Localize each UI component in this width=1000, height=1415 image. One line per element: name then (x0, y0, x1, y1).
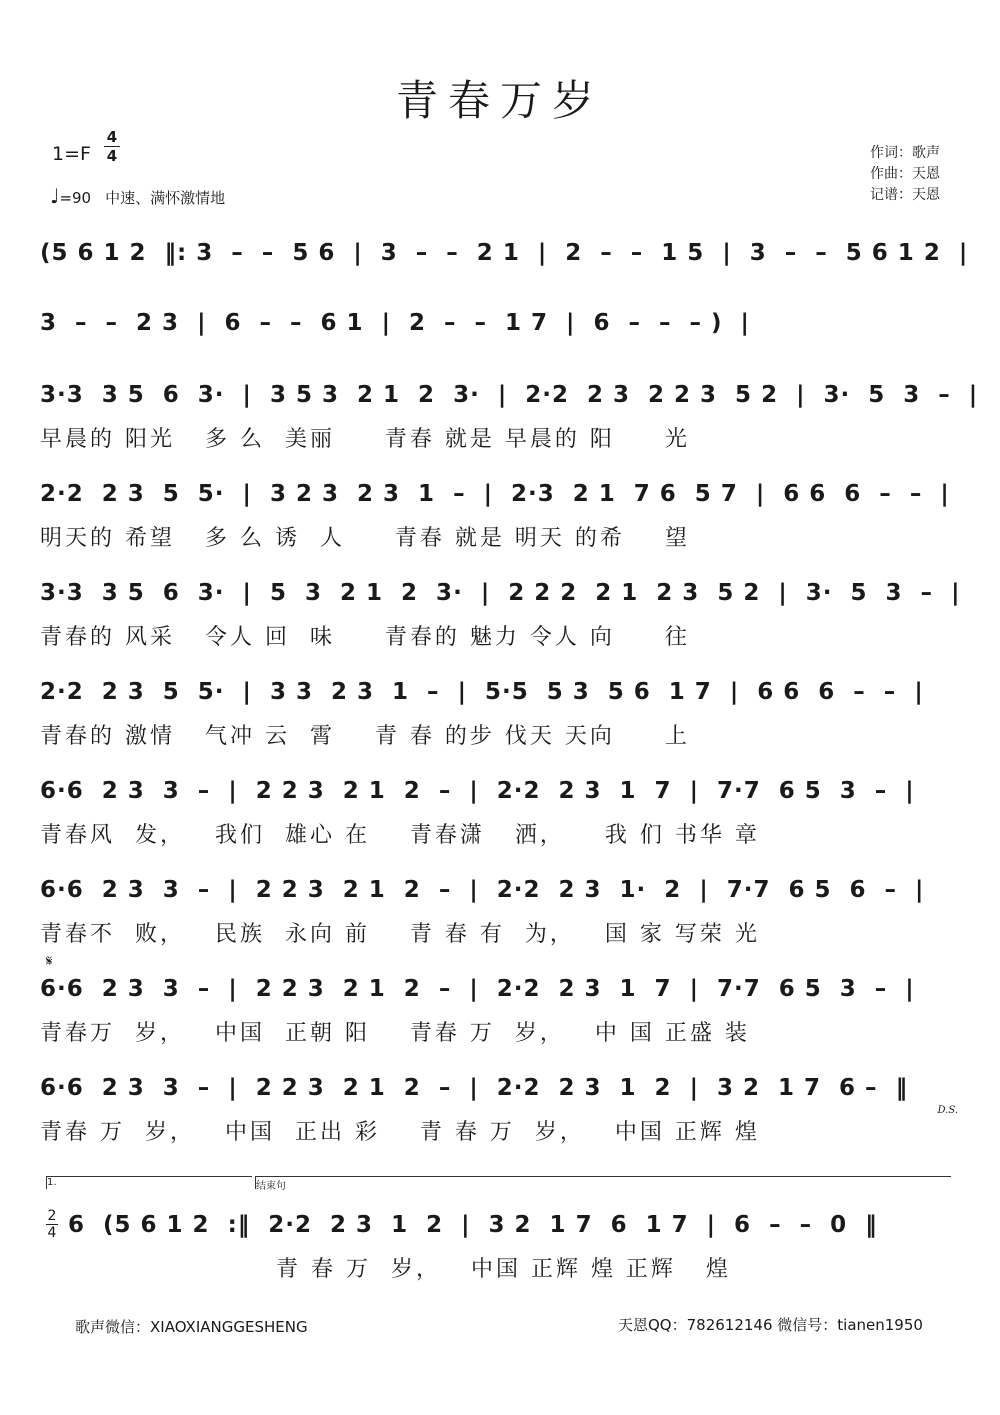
credits (870, 143, 940, 206)
notation-line: 2·2 2 3 5 5· | 3 3 2 3 1 – | 5·5 5 3 5 6 1 7 | 6 6 6 – – | (40, 679, 924, 705)
notation-line: 6 (5 6 1 2 :‖ 2·2 2 3 1 2 | 3 2 1 7 6 1 7 | 6 – – 0 ‖ (68, 1212, 878, 1238)
song-title: 青春万岁 (395, 76, 604, 125)
tempo-marking (50, 184, 225, 208)
tempo-value: =90 (59, 189, 92, 207)
composer: 作曲：天恩 (870, 166, 940, 182)
lyrics-line: 早晨的 阳光 多 么 美丽 青春 就是 早晨的 阳 光 (40, 427, 690, 452)
first-ending-label: 1. (47, 1177, 57, 1188)
coda-label: 结束句 (256, 1181, 286, 1192)
coda-bracket (255, 1176, 951, 1192)
notation-line: 2·2 2 3 5 5· | 3 2 3 2 3 1 – | 2·3 2 1 7 6 5 7 | 6 6 6 – – | (40, 481, 950, 507)
notation-line: 3·3 3 5 6 3· | 3 5 3 2 1 2 3· | 2·2 2 3 2 2 3 5 2 | 3· 5 3 – | (40, 382, 979, 408)
ending-meter-top: 2 (47, 1208, 57, 1224)
ending-system (68, 1200, 960, 1290)
tempo-description: 中速、满怀激情地 (105, 189, 226, 207)
score-system-7 (40, 766, 960, 856)
time-signature (104, 128, 120, 165)
lyrics-line: 青春的 激情 气冲 云 霄 青 春 的步 伐天 天向 上 (40, 724, 690, 749)
notation-line: 3·3 3 5 6 3· | 5 3 2 1 2 3· | 2 2 2 2 1 2 3 5 2 | 3· 5 3 – | (40, 580, 961, 606)
quarter-note-icon: ♩ (50, 184, 60, 208)
dal-segno-mark: D.S. (937, 1105, 958, 1116)
ending-time-signature (46, 1208, 58, 1241)
score-system-6 (40, 667, 960, 757)
score-system-4 (40, 469, 960, 559)
transcriber: 记谱：天恩 (870, 187, 940, 203)
lyrics-line: 明天的 希望 多 么 诱 人 青春 就是 明天 的希 望 (40, 526, 690, 551)
lyrics-line: 青春的 风采 令人 回 味 青春的 魅力 令人 向 往 (40, 625, 690, 650)
meter-top: 4 (106, 128, 118, 146)
lyrics-line: 青春万 岁， 中国 正朝 阳 青春 万 岁， 中 国 正盛 装 (40, 1021, 750, 1046)
footer-contact-left: 歌声微信：XIAOXIANGGESHENG (75, 1318, 308, 1336)
notation-line: (5 6 1 2 ‖: 3 – – 5 6 | 3 – – 2 1 | 2 – – 1 5 | 3 – – 5 6 1 2 | (40, 240, 969, 266)
score-system-2 (40, 298, 960, 348)
ending-meter-bottom: 4 (47, 1225, 57, 1241)
score-system-10 (40, 1063, 960, 1153)
notation-line: 6·6 2 3 3 – | 2 2 3 2 1 2 – | 2·2 2 3 1 2 | 3 2 1 7 6 – ‖ (40, 1075, 909, 1101)
segno-icon: 𝄋 (46, 952, 53, 970)
notation-line: 6·6 2 3 3 – | 2 2 3 2 1 2 – | 2·2 2 3 1 7 | 7·7 6 5 3 – | (40, 976, 915, 1002)
score-system-3 (40, 370, 979, 460)
footer-contact-right: 天恩QQ：782612146 微信号：tianen1950 (618, 1316, 923, 1334)
notation-line: 3 – – 2 3 | 6 – – 6 1 | 2 – – 1 7 | 6 – – – ) | (40, 310, 750, 336)
score-system-8 (40, 865, 960, 955)
lyrics-line: 青 春 万 岁， 中国 正辉 煌 正辉 煌 (276, 1257, 731, 1282)
meter-bottom: 4 (106, 147, 118, 165)
lyrics-line: 青春不 败， 民族 永向 前 青 春 有 为， 国 家 写荣 光 (40, 922, 760, 947)
first-ending-bracket (46, 1176, 252, 1189)
notation-line: 6·6 2 3 3 – | 2 2 3 2 1 2 – | 2·2 2 3 1· 2 | 7·7 6 5 6 – | (40, 877, 925, 903)
notation-line: 6·6 2 3 3 – | 2 2 3 2 1 2 – | 2·2 2 3 1 7 | 7·7 6 5 3 – | (40, 778, 915, 804)
score-system-9 (40, 964, 960, 1054)
score-system-5 (40, 568, 960, 658)
key-signature: 1=F (52, 143, 91, 165)
lyricist: 作词：歌声 (870, 145, 940, 161)
score-system-1 (40, 228, 969, 278)
lyrics-line: 青春 万 岁， 中国 正出 彩 青 春 万 岁， 中国 正辉 煌 (40, 1120, 760, 1145)
lyrics-line: 青春风 发， 我们 雄心 在 青春潇 洒， 我 们 书华 章 (40, 823, 760, 848)
